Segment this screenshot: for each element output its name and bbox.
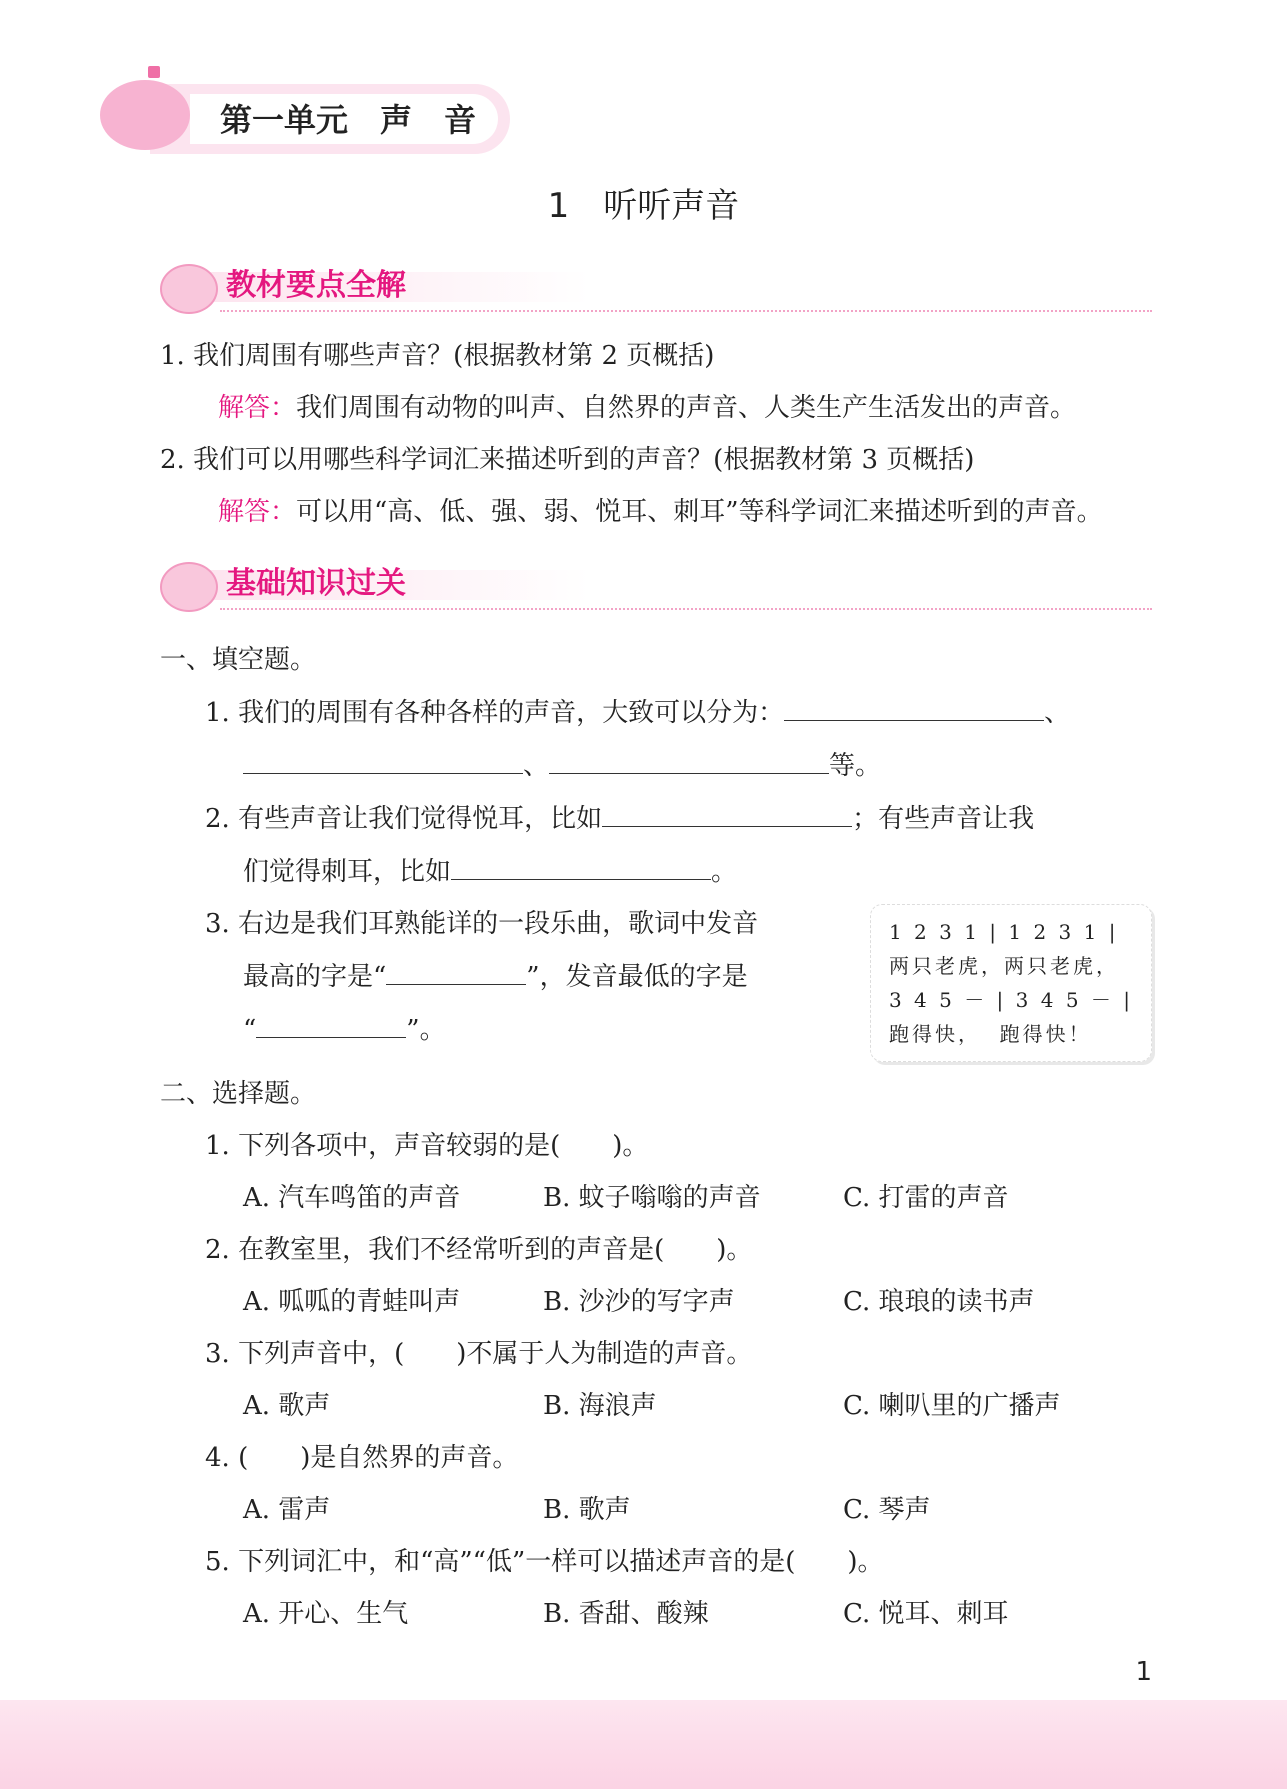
unit-title: 第一单元 声 音: [220, 101, 477, 139]
answer-blank[interactable]: [386, 958, 526, 985]
option[interactable]: C. 悦耳、刺耳: [843, 1599, 1009, 1629]
answer-blank[interactable]: [256, 1011, 406, 1038]
music-score-box: 1 2 3 1 | 1 2 3 1 | 两只老虎，两只老虎， 3 4 5 － | 3 4 5 － | 跑得快， 跑得快！: [870, 904, 1152, 1062]
section-header-key-points: 教材要点全解: [160, 264, 1152, 320]
option[interactable]: A. 雷声: [243, 1495, 331, 1525]
question: 1. 我们周围有哪些声音？(根据教材第 2 页概括): [160, 341, 715, 371]
option[interactable]: B. 海浪声: [543, 1391, 657, 1421]
mascot-icon: [100, 80, 190, 150]
section-header-basics: 基础知识过关: [160, 562, 1152, 618]
mascot-icon: [160, 562, 218, 612]
choice-question: 4. ( )是自然界的声音。: [205, 1443, 519, 1473]
fill-q1: 1. 我们的周围有各种各样的声音，大致可以分为： 、: [160, 686, 1152, 739]
mascot-icon: [160, 264, 218, 314]
fill-q3: 3. 右边是我们耳熟能详的一段乐曲，歌词中发音 最高的字是“ ”，发音最低的字是 “ ”。 1 2 3 1 | 1 2 3 1 | 两只老虎，两只老虎， 3 4 5 － | 3 4 5 － | 跑得快， 跑得快！: [160, 898, 1152, 1062]
choice-question: 3. 下列声音中，( )不属于人为制造的声音。: [205, 1339, 753, 1369]
choice-question: 1. 下列各项中，声音较弱的是( )。: [205, 1131, 649, 1161]
answer-blank[interactable]: [243, 747, 523, 774]
page-number: 1: [1135, 1657, 1152, 1687]
choice-heading: 二、选择题。: [160, 1079, 317, 1109]
option[interactable]: C. 喇叭里的广播声: [843, 1391, 1061, 1421]
fill-q2: 2. 有些声音让我们觉得悦耳，比如 ；有些声音让我: [160, 792, 1152, 845]
answer-blank[interactable]: [549, 747, 829, 774]
option[interactable]: B. 香甜、酸辣: [543, 1599, 709, 1629]
option[interactable]: C. 打雷的声音: [843, 1183, 1009, 1213]
choice-question: 2. 在教室里，我们不经常听到的声音是( )。: [205, 1235, 753, 1265]
option[interactable]: A. 汽车鸣笛的声音: [243, 1183, 461, 1213]
option[interactable]: B. 歌声: [543, 1495, 631, 1525]
lesson-title: 1 听听声音: [547, 186, 740, 226]
answer: 解答：我们周围有动物的叫声、自然界的声音、人类生产生活发出的声音。: [218, 393, 1077, 423]
option-row: [160, 1484, 1152, 1536]
fill-heading: 一、填空题。: [160, 645, 317, 675]
answer-blank[interactable]: [451, 853, 711, 880]
workbook-page: 第一单元 声 音 1 听听声音 教材要点全解 1. 我们周围有哪些声音？(根据教材第 2 页概括) 解答：我们周围有动物的叫声、自然界的声音、人类生产生活发出的声音。 2. 我们可以用哪些科学词汇来描述听到的声音？(根据教材第 3 页概括) 解答：可以用“高、低、强、弱、悦耳、刺耳”等科学词汇来描述听到的声音。 基础知识过关 一、填空题。 1. 我们的周围有各种各样的声音，大致可以分为： 、 、 等。 2. 有些声音让我们觉得悦耳，比如 ；有些声音让我 们觉得刺耳，比如 。 3. 右边是我们耳熟能详的一段乐曲，歌词中发音 最高的字是“ ”，发音最低的字是 “ ”。 1 2 3 1 | 1 2 3 1 | 两只老虎，两只老虎， 3 4 5 － | 3 4 5 － | 跑得快， 跑得快！ 二、选择题。 1. 下列各项中，声音较弱的是( )。 A. 汽车鸣笛的声音 B. 蚊子嗡嗡的声音 C. 打雷的声音 2. 在教室里，我们不经常听到的声音是( )。 A. 呱呱的青蛙叫声 B. 沙沙的写字声 C. 琅琅的读书声 3. 下列声音中，( )不属于人为制造的声音。 A. 歌声 B. 海浪声 C. 喇叭里的广播声 4. ( )是自然界的声音。 A. 雷声 B. 歌声 C. 琴声 5. 下列词汇中，和“高”“低”一样可以描述声音的是( )。 A. 开心、生气 B. 香甜、酸辣 C. 悦耳、刺耳 1: [0, 0, 1287, 1789]
footer-band: [0, 1700, 1287, 1789]
option[interactable]: B. 沙沙的写字声: [543, 1287, 735, 1317]
option[interactable]: B. 蚊子嗡嗡的声音: [543, 1183, 761, 1213]
answer: 解答：可以用“高、低、强、弱、悦耳、刺耳”等科学词汇来描述听到的声音。: [218, 497, 1103, 527]
option-row: [160, 1172, 1152, 1224]
option-row: [160, 1380, 1152, 1432]
option[interactable]: A. 歌声: [243, 1391, 331, 1421]
option-row: [160, 1276, 1152, 1328]
option[interactable]: C. 琅琅的读书声: [843, 1287, 1035, 1317]
answer-blank[interactable]: [784, 694, 1044, 721]
option[interactable]: A. 开心、生气: [243, 1599, 409, 1629]
option-row: [160, 1588, 1152, 1640]
option[interactable]: C. 琴声: [843, 1495, 931, 1525]
choice-question: 5. 下列词汇中，和“高”“低”一样可以描述声音的是( )。: [205, 1547, 884, 1577]
option[interactable]: A. 呱呱的青蛙叫声: [243, 1287, 461, 1317]
question: 2. 我们可以用哪些科学词汇来描述听到的声音？(根据教材第 3 页概括): [160, 445, 975, 475]
answer-blank[interactable]: [602, 800, 852, 827]
